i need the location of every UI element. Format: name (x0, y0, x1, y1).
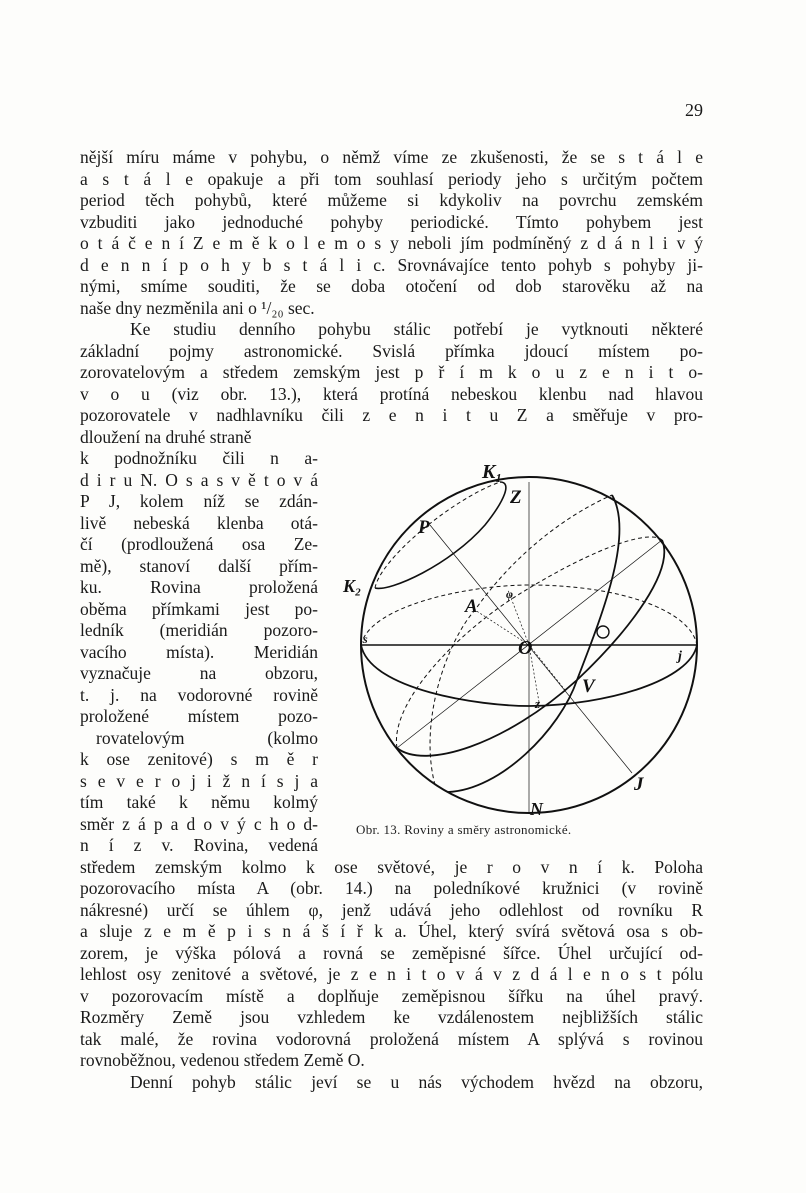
text-line: v o u (viz obr. 13.), která protíná nebeskou klenbu nad hlavou (80, 383, 703, 404)
text-line: d i r u N. O s a s v ě t o v á (80, 469, 318, 490)
text-line: pozorovacího místa A (obr. 14.) na poledníkové kružnici (v rovině (80, 878, 703, 898)
text-line: dloužení na druhé straně (80, 426, 252, 447)
figure-celestial-sphere (330, 440, 720, 850)
text-line: vacího místa). Meridián (80, 641, 318, 662)
label-k1: K₁ (482, 461, 503, 483)
label-center-o: O (518, 637, 533, 659)
polar-circle-front (375, 482, 506, 588)
text-line: Rozměry Země jsou vzhledem ke vzdálenostem nejbližších stálic (80, 1007, 703, 1027)
text-line: livě nebeská klenba otá- (80, 512, 318, 533)
text-line: Ke studiu denního pohybu stálic potřebí je vytknouti některé (130, 319, 703, 339)
text-line: s e v e r o j i ž n í s j a (80, 770, 318, 791)
text-line: oběma přímkami jest po- (80, 598, 318, 619)
star-marker (597, 626, 609, 638)
polar-circle-back (375, 482, 500, 588)
text-line: tím také k němu kolmý (80, 792, 318, 812)
label-zenith: Z (510, 487, 522, 508)
text-line: rovnoběžnou, vedenou středem Země O. (80, 1050, 365, 1070)
label-south-pole-j: J (634, 774, 644, 795)
text-line: a s t á l e opakuje a při tom souhlasí periody jeho s určitým počtem (80, 168, 703, 189)
page-number: 29 (685, 100, 703, 120)
label-nadir: N (530, 799, 543, 819)
text-line: nější míru máme v pohybu, o němž víme ze zkušenosti, že se s t á l e (80, 147, 703, 167)
text-line: naše dny nezměnila ani o ¹/₂₀ sec. (80, 297, 315, 318)
label-j: j (678, 649, 682, 664)
text-line: rovatelovým (kolmo (96, 727, 318, 748)
text-line: k podnožníku čili n a- (80, 448, 318, 468)
text-line: vzbuditi jako jednoduché pohyby periodické. Tímto pohybem jest (80, 211, 703, 232)
text-line: ku. Rovina proložená (80, 577, 318, 597)
text-line: zorem, je výška pólová a rovná se zeměpisné šířce. Úhel určující od- (80, 942, 703, 963)
label-z: z (535, 696, 541, 711)
text-line: čí (prodloužená osa Ze- (80, 534, 318, 554)
text-line: d e n n í p o h y b s t á l i c. Srovnávajíce tento pohyb s pohyby ji- (80, 254, 703, 275)
text-line: lehlost osy zenitové a světové, je z e n i t o v á v z d á l e n o s t pólu (80, 964, 703, 984)
label-s: s (363, 632, 368, 646)
text-line: směr z á p a d o v ý c h o d- (80, 813, 318, 834)
text-line: vyznačuje na obzoru, (80, 663, 318, 683)
text-line: nákresné) určí se úhlem φ, jenž udává jeho odlehlost od rovníku R (80, 899, 703, 920)
label-pole: P (418, 517, 430, 538)
text-line: nými, smíme souditi, že se doba otočení od dob starověku až na (80, 276, 703, 296)
text-line: tak malé, že rovina vodorovná proložená místem A splývá s rovinou (80, 1028, 703, 1049)
label-a: A (465, 596, 478, 617)
figure-caption: Obr. 13. Roviny a směry astronomické. (356, 822, 572, 837)
text-line: středem zemským kolmo k ose světové, je r o v n í k. Poloha (80, 856, 703, 877)
text-line: o t á č e n í Z e m ě k o l e m o s y neboli jím podmíněný z d á n l i v ý (80, 233, 703, 253)
text-line: proložené místem pozo- (80, 706, 318, 726)
text-line: t. j. na vodorovné rovině (80, 684, 318, 705)
text-line: k ose zenitové) s m ě r (80, 749, 318, 769)
text-line: a sluje z e m ě p i s n á š í ř k a. Úhel, který svírá světová osa s ob- (80, 921, 703, 941)
label-k2: K₂ (343, 576, 362, 596)
text-line: Denní pohyb stálic jeví se u nás východem hvězd na obzoru, (130, 1071, 703, 1092)
text-line: n í z v. Rovina, vedená (80, 835, 318, 855)
text-line: ledník (meridián pozoro- (80, 620, 318, 640)
text-line: mě), stanoví další přím- (80, 555, 318, 576)
text-line: v pozorovacím místě a doplňuje zeměpisnou šířku na úhel pravý. (80, 985, 703, 1006)
text-line: pozorovatele v nadhlavníku čili z e n i t u Z a směřuje v pro- (80, 405, 703, 425)
text-line: zorovatelovým a středem zemským jest p ř í m k o u z e n i t o- (80, 362, 703, 382)
vertical-circle-front (448, 495, 620, 792)
label-phi: φ (506, 587, 514, 601)
text-line: P J, kolem níž se zdán- (80, 491, 318, 511)
text-line: základní pojmy astronomické. Svislá přímka jdoucí místem po- (80, 340, 703, 361)
text-line: period těch pohybů, které můžeme si kdykoliv na povrchu zemském (80, 190, 703, 210)
label-v: V (582, 676, 595, 697)
